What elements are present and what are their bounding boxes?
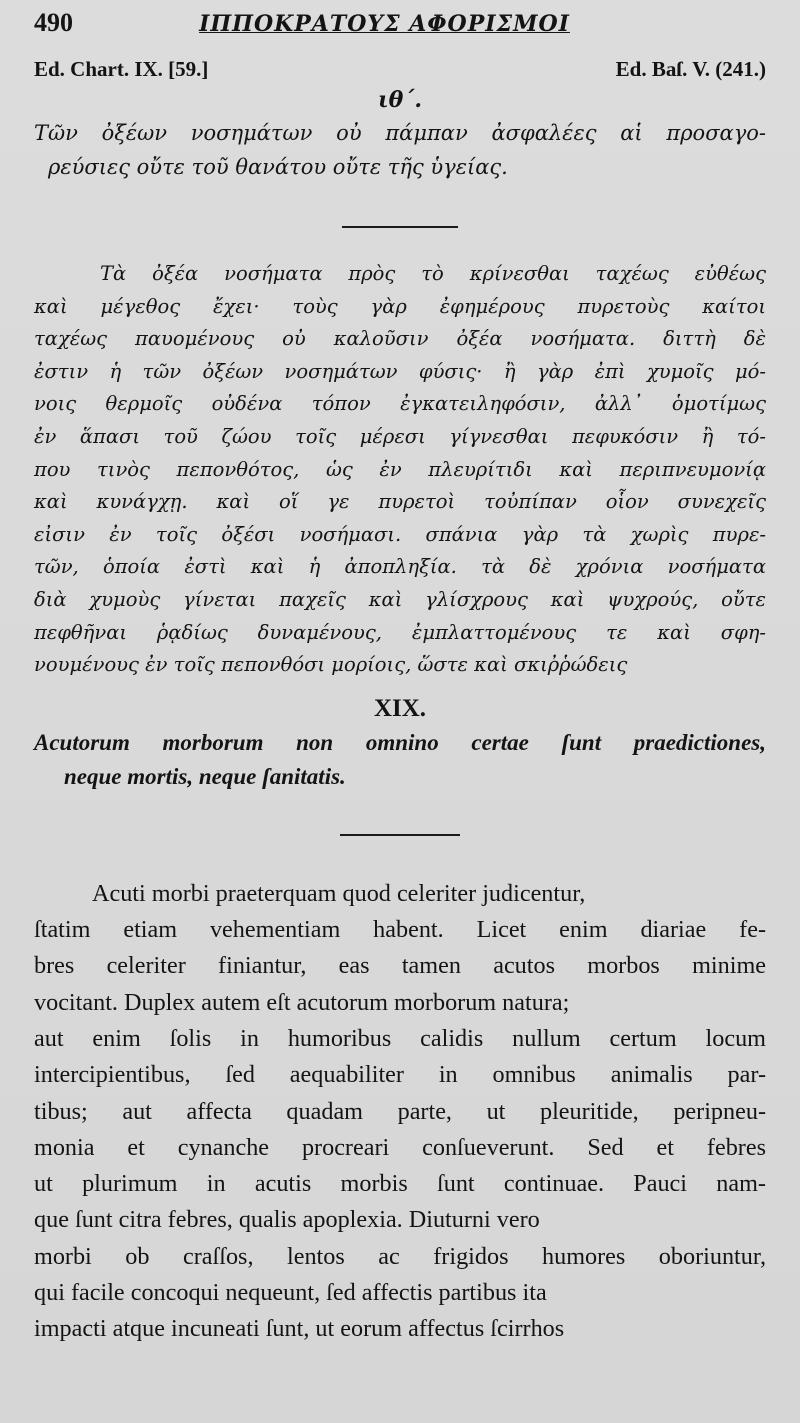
greek-commentary-line: που τινὸς πεπονθότος, ὡς ἐν πλευρίτιδι καὶ περιπνευμονίᾳ <box>34 457 766 481</box>
greek-aphorism <box>34 116 766 184</box>
greek-commentary-line: διὰ χυμοὺς γίνεται παχεῖς καὶ γλίσχρους καὶ ψυχρούς, οὔτε <box>34 587 766 611</box>
page-number: 490 <box>34 8 73 37</box>
edition-left: Ed. Chart. IX. [59.] <box>34 57 209 81</box>
greek-aphorism-line: Τῶν ὀξέων νοσημάτων οὐ πάμπαν ἀσφαλέες αἱ προσαγο- <box>34 121 766 145</box>
latin-commentary-line: aut enim ſolis in humoribus calidis nullum certum locum <box>34 1024 766 1052</box>
running-head: ΙΠΠΟΚΡΑΤΟΥΣ ΑΦΟΡΙΣΜΟΙ <box>199 11 570 37</box>
latin-section-marker: XIX. <box>373 694 427 722</box>
latin-commentary-line: intercipientibus, ſed aequabiliter in omnibus animalis par- <box>34 1061 766 1089</box>
latin-commentary-line: impacti atque incuneati ſunt, ut eorum affectus ſcirrhos <box>34 1315 565 1343</box>
page-header <box>34 8 766 54</box>
greek-commentary-line: ταχέως παυομένους οὐ καλοῦσιν ὀξέα νοσήματα. διττὴ δὲ <box>34 327 766 351</box>
latin-commentary-line: qui facile concoqui nequeunt, ſed affectis partibus ita <box>34 1278 547 1306</box>
latin-commentary-line: monia et cynanche procreari conſueverunt. Sed et febres <box>34 1133 766 1161</box>
latin-aphorism-line: neque mortis, neque ſanitatis. <box>64 763 346 789</box>
greek-section-marker: ιθ΄. <box>378 87 422 113</box>
latin-commentary-line: tibus; aut affecta quadam parte, ut pleuritide, peripneu- <box>34 1097 766 1125</box>
greek-commentary-line: πεφθῆναι ῥᾳδίως δυναμένους, ἐμπλαττομένους τε καὶ σφη- <box>34 620 766 644</box>
greek-commentary-line: καὶ κυνάγχῃ. καὶ οἵ γε πυρετοὶ τοὐπίπαν οἷον συνεχεῖς <box>34 490 766 514</box>
latin-commentary-line: ſtatim etiam vehementiam habent. Licet enim diariae fe- <box>34 916 766 944</box>
edition-right: Ed. Baſ. V. (241.) <box>615 57 766 81</box>
latin-aphorism <box>34 726 766 794</box>
greek-commentary-line: εἰσιν ἐν τοῖς ὀξέσι νοσήμασι. σπάνια γὰρ τὰ χωρὶς πυρε- <box>34 522 766 546</box>
greek-commentary-line: νουμένους ἐν τοῖς πεπονθόσι μορίοις, ὥστε καὶ σκιῤῥώδεις <box>34 653 628 677</box>
section-divider <box>342 226 458 228</box>
greek-commentary-line: τῶν, ὁποία ἐστὶ καὶ ἡ ἀποπληξία. τὰ δὲ χρόνια νοσήματα <box>34 555 766 579</box>
greek-commentary-line: καὶ μέγεθος ἔχει· τοὺς γὰρ ἐφημέρους πυρετοὺς καίτοι <box>34 294 766 318</box>
latin-aphorism-line: Acutorum morborum non omnino certae ſunt praedictiones, <box>34 729 766 755</box>
greek-commentary-line: ἐν ἅπασι τοῦ ζώου τοῖς μέρεσι γίγνεσθαι πεφυκόσιν ἢ τό- <box>34 424 766 448</box>
latin-commentary-line: que ſunt citra febres, qualis apoplexia. Diuturni vero <box>34 1206 540 1234</box>
greek-commentary-line: ἐστιν ἡ τῶν ὀξέων νοσημάτων φύσις· ἢ γὰρ ἐπὶ χυμοῖς μό- <box>34 359 766 383</box>
latin-commentary-line: morbi ob craſſos, lentos ac frigidos humores oboriuntur, <box>34 1242 766 1270</box>
greek-commentary <box>34 258 766 682</box>
greek-commentary-line: Τὰ ὀξέα νοσήματα πρὸς τὸ κρίνεσθαι ταχέως εὐθέως <box>100 262 766 285</box>
greek-commentary-line: νοις θερμοῖς οὐδένα τόπον ἐγκατειληφόσιν, ἀλλ᾽ ὁμοτίμως <box>34 392 766 416</box>
greek-aphorism-line: ρεύσιες οὔτε τοῦ θανάτου οὔτε τῆς ὑγείας. <box>48 155 508 179</box>
latin-commentary-line: Acuti morbi praeterquam quod celeriter judicentur, <box>92 879 586 907</box>
edition-references <box>34 54 766 84</box>
latin-commentary-line: ut plurimum in acutis morbis ſunt continuae. Pauci nam- <box>34 1170 766 1198</box>
latin-commentary-line: vocitant. Duplex autem eſt acutorum morborum natura; <box>34 988 570 1016</box>
latin-commentary-line: bres celeriter finiantur, eas tamen acutos morbos minime <box>34 952 766 980</box>
latin-commentary <box>34 876 766 1348</box>
section-divider <box>340 834 460 836</box>
